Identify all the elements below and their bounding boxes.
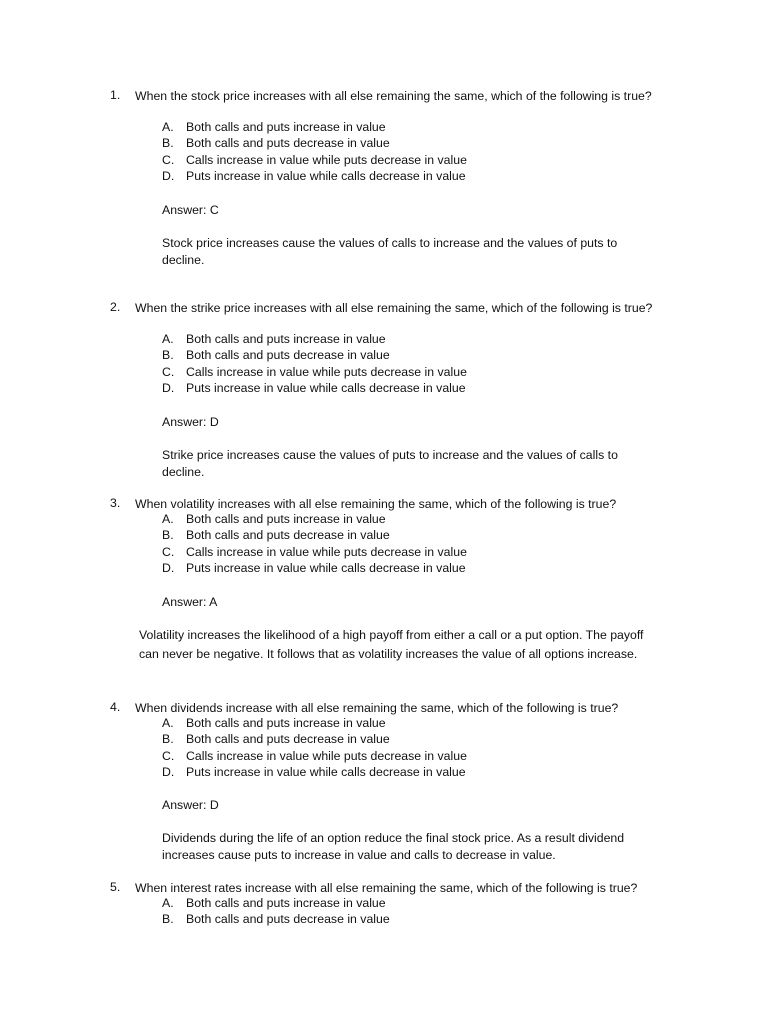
option-a: A. Both calls and puts increase in value xyxy=(162,332,386,346)
explanation: Strike price increases cause the values of puts to increase and the values of calls to decline. xyxy=(162,448,618,479)
answer: Answer: D xyxy=(162,798,219,812)
option-a: A. Both calls and puts increase in value xyxy=(162,512,386,526)
answer: Answer: A xyxy=(162,595,218,609)
explanation: Volatility increases the likelihood of a high payoff from either a call or a put option. The payoff can never be negative. It follows that as volatility increases the value of all options increase. xyxy=(139,628,644,662)
option-c: C. Calls increase in value while puts decrease in value xyxy=(162,364,467,379)
options-3 xyxy=(0,512,768,577)
options-4 xyxy=(0,716,768,781)
question-number: 5. xyxy=(110,880,121,894)
answer: Answer: C xyxy=(162,203,219,217)
option-d: D. Puts increase in value while calls decrease in value xyxy=(162,560,466,575)
option-c: C. Calls increase in value while puts decrease in value xyxy=(162,544,467,559)
option-d: D. Puts increase in value while calls decrease in value xyxy=(162,168,466,183)
question-text: When interest rates increase with all else remaining the same, which of the following is true? xyxy=(135,881,638,895)
option-b: B. Both calls and puts decrease in value xyxy=(162,732,390,747)
option-b: B. Both calls and puts decrease in value xyxy=(162,528,390,543)
option-d: D. Puts increase in value while calls decrease in value xyxy=(162,380,466,395)
question-text: When the strike price increases with all else remaining the same, which of the following is true? xyxy=(135,301,653,315)
options-5 xyxy=(0,896,768,929)
question-text: When the stock price increases with all else remaining the same, which of the following is true? xyxy=(135,89,652,103)
question-text: When volatility increases with all else remaining the same, which of the following is true? xyxy=(135,497,617,511)
explanation: Dividends during the life of an option reduce the final stock price. As a result dividend increases cause puts to increase in value and calls to decrease in value. xyxy=(162,831,625,862)
option-b: B. Both calls and puts decrease in value xyxy=(162,136,390,151)
options-2 xyxy=(0,332,768,397)
question-number: 4. xyxy=(110,700,121,714)
explanation: Stock price increases cause the values of calls to increase and the values of puts to decline. xyxy=(162,236,618,267)
question-number: 2. xyxy=(110,300,121,314)
question-number: 3. xyxy=(110,496,121,510)
option-a: A. Both calls and puts increase in value xyxy=(162,716,386,730)
answer: Answer: D xyxy=(162,415,219,429)
option-b: B. Both calls and puts decrease in value xyxy=(162,348,390,363)
option-a: A. Both calls and puts increase in value xyxy=(162,896,386,910)
question-number: 1. xyxy=(110,88,121,102)
options-1 xyxy=(0,120,768,185)
option-b: B. Both calls and puts decrease in value xyxy=(162,912,390,927)
option-c: C. Calls increase in value while puts decrease in value xyxy=(162,748,467,763)
option-a: A. Both calls and puts increase in value xyxy=(162,120,386,134)
option-c: C. Calls increase in value while puts decrease in value xyxy=(162,152,467,167)
question-text: When dividends increase with all else remaining the same, which of the following is true? xyxy=(135,701,619,715)
option-d: D. Puts increase in value while calls decrease in value xyxy=(162,764,466,779)
